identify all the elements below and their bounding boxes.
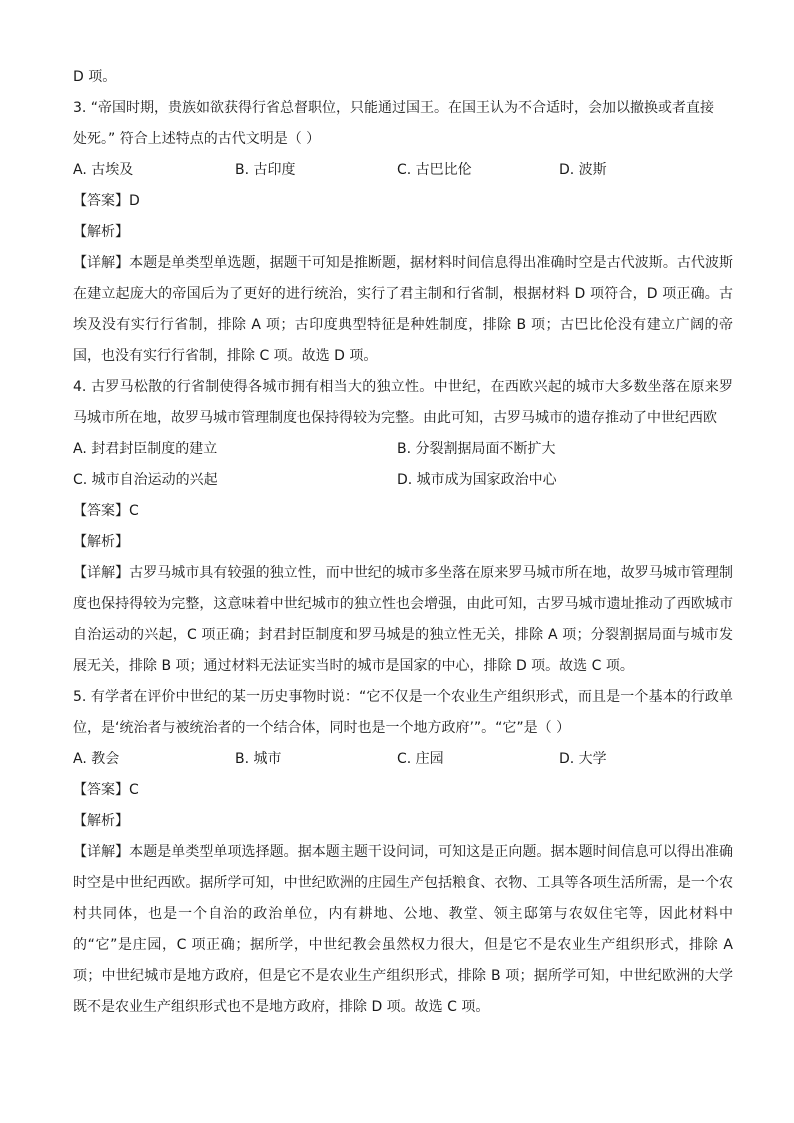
question-5-answer: 【答案】C: [73, 782, 139, 798]
question-3-stem-line2: 处死。” 符合上述特点的古代文明是（ ）: [73, 131, 321, 147]
option-b: B. 分裂割据局面不断扩大: [397, 441, 556, 457]
question-3-analysis-heading: 【解析】: [73, 224, 129, 240]
option-b: B. 城市: [235, 751, 282, 767]
question-4-analysis-heading: 【解析】: [73, 534, 129, 550]
option-c: C. 城市自治运动的兴起: [73, 472, 218, 488]
option-d: D. 大学: [559, 751, 607, 767]
option-d: D. 波斯: [559, 162, 607, 178]
question-4-stem: 4. 古罗马松散的行省制使得各城市拥有相当大的独立性。中世纪，在西欧兴起的城市大多数坐落在原来罗马城市所在地，故罗马城市管理制度也保持得较为完整。由此可知，古罗马城市的遗存推动了中世纪西欧: [73, 379, 733, 426]
option-c: C. 古巴比伦: [397, 162, 472, 178]
question-3-answer: 【答案】D: [73, 193, 140, 209]
option-a: A. 教会: [73, 751, 120, 767]
question-4-detail: 【详解】古罗马城市具有较强的独立性，而中世纪的城市多坐落在原来罗马城市所在地，故罗马城市管理制度也保持得较为完整，这意味着中世纪城市的独立性也会增强，由此可知，古罗马城市遗址推动了西欧城市自治运动的兴起，C 项正确；封君封臣制度和罗马城是的独立性无关，排除 A 项；分裂割据局面与城市发展无关，排除 B 项；通过材料无法证实当时的城市是国家的中心，排除 D 项。故选 C 项。: [73, 565, 733, 674]
option-d: D. 城市成为国家政治中心: [397, 472, 557, 488]
question-4: [73, 372, 733, 682]
question-4-answer: 【答案】C: [73, 503, 139, 519]
option-c: C. 庄园: [397, 751, 444, 767]
question-5-detail: 【详解】本题是单类型单项选择题。据本题主题干设问词，可知这是正向题。据本题时间信息可以得出准确时空是中世纪西欧。据所学可知，中世纪欧洲的庄园生产包括粮食、衣物、工具等各项生活所需，是一个农村共同体，也是一个自治的政治单位，内有耕地、公地、教堂、领主邸第与农奴住宅等，因此材料中的“它”是庄园，C 项正确；据所学，中世纪教会虽然权力很大，但是它不是农业生产组织形式，排除 A 项；中世纪城市是地方政府，但是它不是农业生产组织形式，排除 B 项；据所学可知，中世纪欧洲的大学既不是农业生产组织形式也不是地方政府，排除 D 项。故选 C 项。: [73, 844, 733, 1015]
document-page: [73, 62, 733, 1023]
option-a: A. 封君封臣制度的建立: [73, 441, 218, 457]
option-b: B. 古印度: [235, 162, 296, 178]
question-3-stem-line1: 3. “帝国时期，贵族如欲获得行省总督职位，只能通过国王。在国王认为不合适时，会加以撤换或者直接: [73, 100, 715, 116]
question-5-options: [73, 744, 733, 775]
question-4-options-row1: [73, 434, 733, 465]
question-5-analysis-heading: 【解析】: [73, 813, 129, 829]
question-5-stem: 5. 有学者在评价中世纪的某一历史事物时说：“它不仅是一个农业生产组织形式，而且是一个基本的行政单位，是‘统治者与被统治者的一个结合体，同时也是一个地方政府’”。“它”是（ ）: [73, 689, 733, 736]
option-a: A. 古埃及: [73, 162, 134, 178]
question-3-detail: 【详解】本题是单类型单选题，据题干可知是推断题，据材料时间信息得出准确时空是古代波斯。古代波斯在建立起庞大的帝国后为了更好的进行统治，实行了君主制和行省制，根据材料 D 项符合，D 项正确。古埃及没有实行行省制，排除 A 项；古印度典型特征是种姓制度，排除 B 项；古巴比伦没有建立广阔的帝国，也没有实行行省制，排除 C 项。故选 D 项。: [73, 255, 733, 364]
question-3: [73, 93, 733, 372]
question-4-options-row2: [73, 465, 733, 496]
question-5: [73, 682, 733, 1023]
question-3-options: [73, 155, 733, 186]
lead-line: D 项。: [73, 69, 117, 85]
